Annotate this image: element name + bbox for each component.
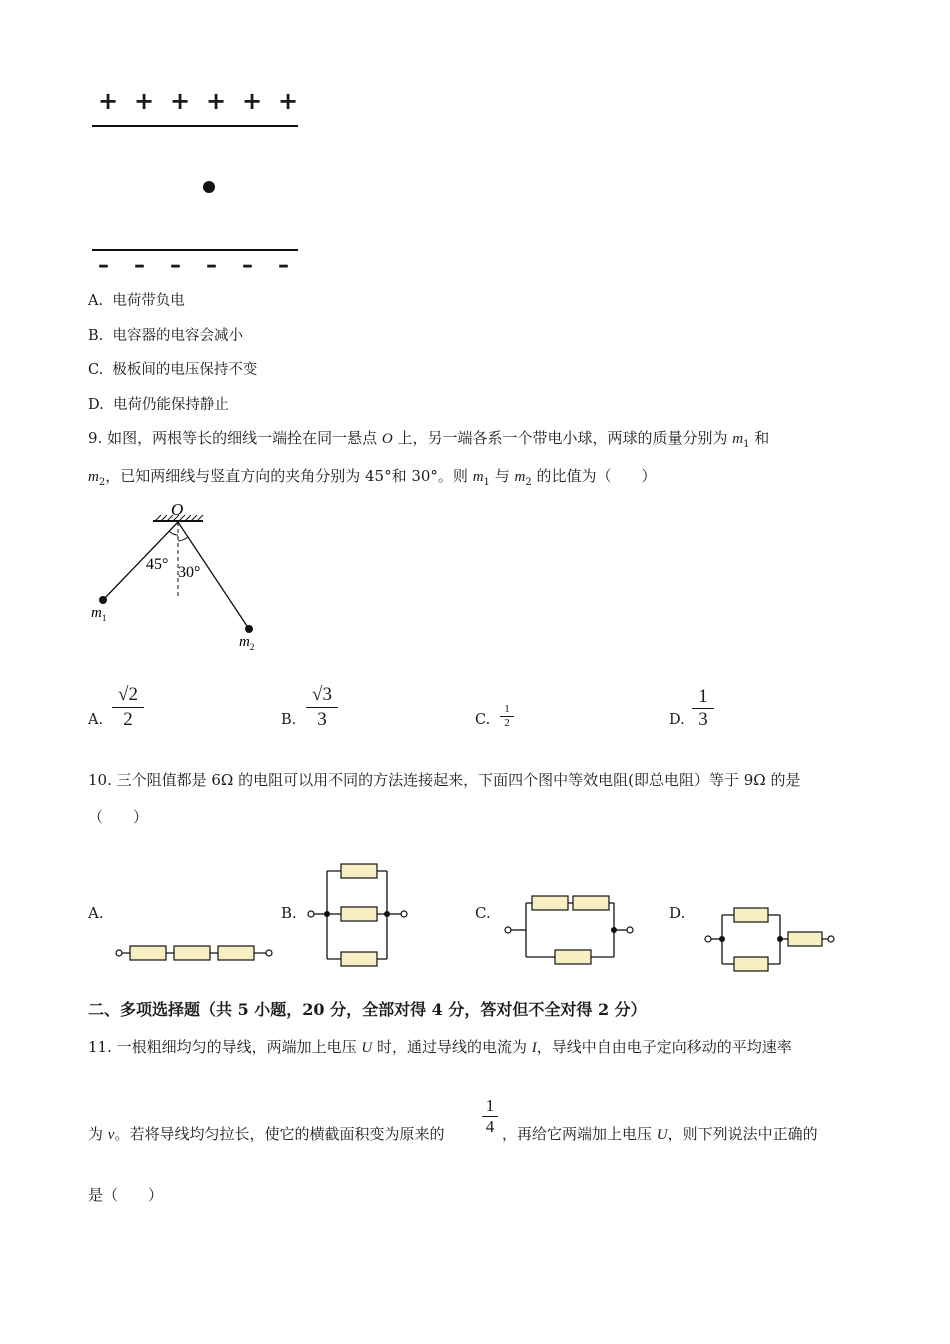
angle-arc-left [169,531,178,535]
option-letter: C. [88,362,104,378]
plus-sign: + [170,87,191,115]
text: ，导线中自由电子定向移动的平均速率 [536,1038,792,1056]
sub: 1 [743,439,750,450]
option-text: 电荷仍能保持静止 [112,397,229,413]
q10-option-b-letter: B. [281,904,297,922]
angle-label-right: 30° [178,564,201,581]
top-plate [92,125,298,127]
option-letter: A. [88,293,104,309]
text: ，再给它两端加上电压 [502,1125,657,1143]
plus-sign: + [134,87,155,115]
q10-stem-line1: 10. 三个阻值都是 6Ω 的电阻可以用不同的方法连接起来，下面四个图中等效电阻(即总电阻）等于 9Ω 的是 [88,771,801,789]
var-u: U [656,1127,668,1143]
q9-option-c-letter: C. [475,712,491,728]
text: ，已知两细线与竖直方向的夹角分别为 45°和 30°。则 [105,467,473,485]
sub: 1 [483,477,490,488]
circuit-c-combination [498,890,638,965]
numerator: √2 [118,684,138,705]
text: 的比值为（ ） [531,467,657,485]
q11-stem-line2-left [88,1124,444,1145]
circuit-d-combination [698,900,843,975]
circuit-b-parallel [300,858,415,973]
q11-stem-line1 [88,1037,792,1058]
text: 为 [88,1125,108,1143]
angle-label-left: 45° [146,556,169,573]
q10-stem-line2: （ ） [88,808,149,826]
charge-dot [203,181,215,193]
denominator: 4 [485,1117,495,1136]
q9-option-b-letter: B. [281,712,297,728]
text: ，则下列说法中正确的 [667,1125,818,1143]
option-text: 电荷带负电 [112,293,185,309]
ball-m1 [99,596,107,604]
var-v: v [107,1127,115,1143]
option-letter: B. [88,328,104,344]
q9-option-a-letter: A. [88,712,104,728]
q11-stem-line3: 是（ ） [88,1186,164,1204]
var-i: I [531,1040,537,1056]
option-text: 电容器的电容会减小 [112,328,243,344]
q11-fraction [482,1096,498,1137]
denominator: 2 [123,709,133,730]
minus-sign: – [206,253,217,278]
numerator: 1 [504,703,510,715]
angle-arc-right [178,537,188,541]
text: 和 [749,429,770,447]
var-o: O [381,431,393,447]
q11-stem-line2-right [502,1124,818,1145]
q9-stem-line1 [88,428,769,455]
q10-option-a-letter: A. [88,904,104,922]
q8-option-b [88,326,243,346]
var-m1: m [472,469,484,485]
q9-option-a-fraction [112,683,144,732]
capacitor-figure [90,85,310,280]
q9-option-d-letter: D. [669,712,685,728]
option-text: 极板间的电压保持不变 [112,362,258,378]
sub: 2 [98,477,106,488]
var-m1: m [732,431,744,447]
ball-m2 [245,625,253,633]
sub: 2 [525,477,532,488]
text: 11. 一根粗细均匀的导线，两端加上电压 [88,1038,362,1056]
minus-sign: – [278,253,289,278]
denominator: 3 [698,709,708,730]
section-heading: 二、多项选择题（共 5 小题，20 分，全部对得 4 分，答对但不全对得 2 分） [88,1000,647,1019]
plus-sign: + [206,87,227,115]
circuit-a-series [110,938,275,968]
denominator: 3 [317,709,327,730]
plus-sign: + [98,87,119,115]
q9-option-d-fraction [692,686,714,731]
option-letter: D. [88,397,104,413]
plus-sign: + [278,87,299,115]
minus-sign: – [242,253,253,278]
bottom-plate [92,249,298,251]
numerator: √3 [312,684,332,705]
pendulum-figure [85,497,285,662]
var-m2: m [88,469,99,485]
q8-option-a [88,291,185,311]
pivot-label: O [171,500,184,519]
minus-sign: – [170,253,181,278]
q9-stem-line2 [88,466,656,493]
q10-option-c-letter: C. [475,904,491,922]
text: 。若将导线均匀拉长，使它的横截面积变为原来的 [114,1125,445,1143]
text: 9. 如图，两根等长的细线一端拴在同一悬点 [88,429,382,447]
mass2-label: $m_2$ [239,634,255,652]
q8-option-c [88,360,257,380]
text: 时，通过导线的电流为 [372,1038,532,1056]
numerator: 1 [698,686,708,707]
var-m2: m [514,469,526,485]
minus-sign: – [134,253,145,278]
numerator: 1 [485,1096,495,1115]
text: 与 [489,467,515,485]
q9-option-c-fraction [500,703,514,730]
plus-sign: + [242,87,263,115]
text: 上，另一端各系一个带电小球，两球的质量分别为 [392,429,733,447]
q10-option-d-letter: D. [669,904,686,922]
minus-sign: – [98,253,109,278]
q9-option-b-fraction [306,683,338,732]
q8-option-d [88,395,229,415]
mass1-label: $m_1$ [91,605,107,623]
var-u: U [361,1040,373,1056]
denominator: 2 [504,717,510,729]
